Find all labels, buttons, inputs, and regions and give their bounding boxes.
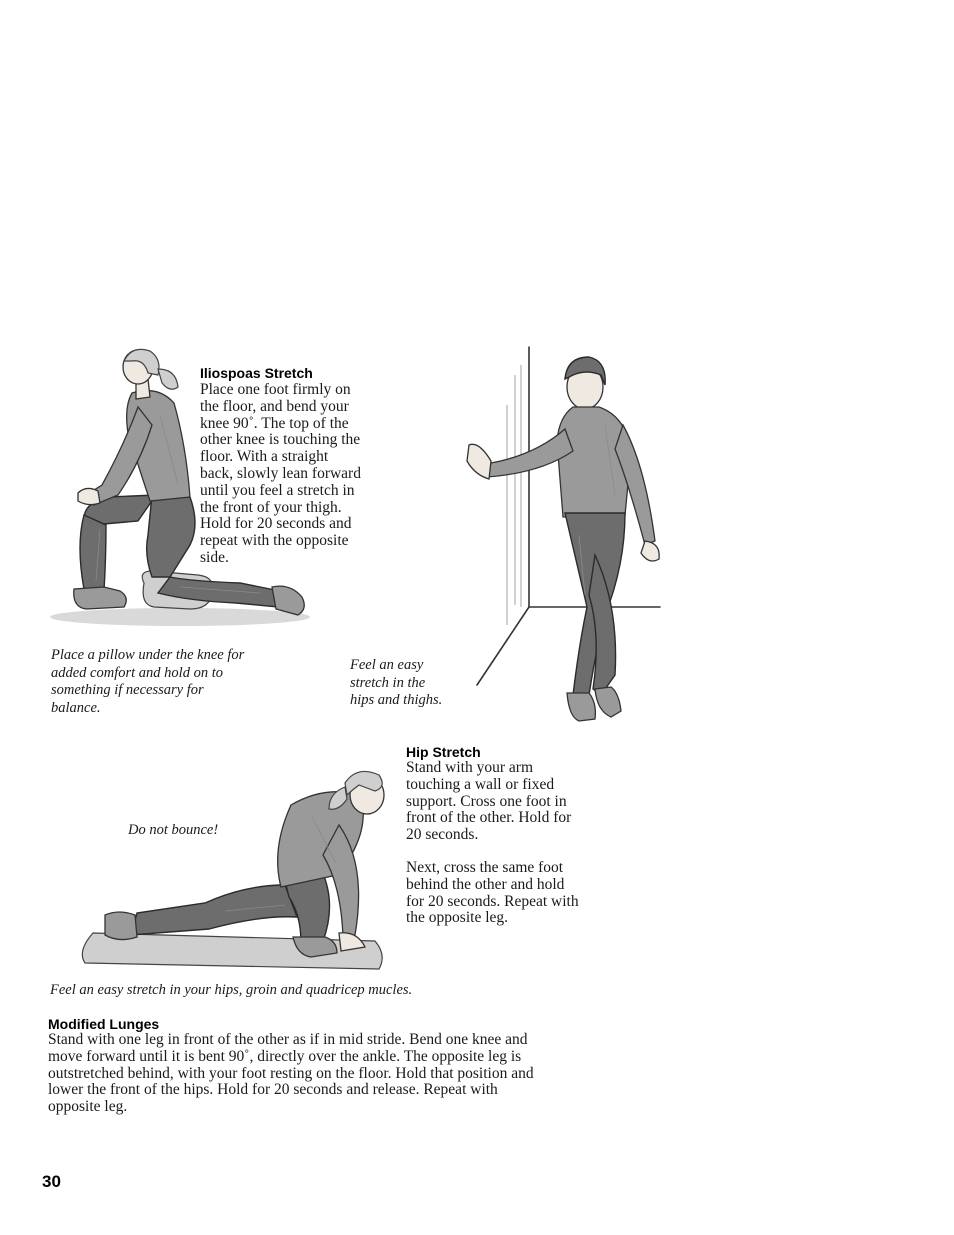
hip-stretch-illustration xyxy=(455,345,665,730)
caption-line: Place a pillow under the knee for xyxy=(51,647,245,663)
caption-line: balance. xyxy=(51,699,101,716)
page-number: 30 xyxy=(42,1172,61,1191)
body-line: Stand with your arm xyxy=(406,759,533,776)
hip-stretch-body xyxy=(406,760,571,844)
body-line: Hold for 20 seconds and xyxy=(200,515,352,533)
body-line: Stand with one leg in front of the other as if in mid stride. Bend one knee and xyxy=(48,1031,528,1048)
hip-stretch-heading: Hip Stretch xyxy=(406,744,481,760)
body-line: opposite leg. xyxy=(48,1098,128,1116)
body-line: knee 90˚. The top of the xyxy=(200,414,349,432)
body-line: floor. With a straight xyxy=(200,448,329,466)
body-line: outstretched behind, with your foot resting on the floor. Hold that position and xyxy=(48,1064,534,1082)
body-line: behind the other and hold xyxy=(406,875,565,893)
modified-lunges-heading: Modified Lunges xyxy=(48,1016,160,1032)
hip-stretch-caption xyxy=(350,657,442,710)
iliopsoas-stretch-body xyxy=(200,382,361,567)
body-line: 20 seconds. xyxy=(406,826,479,844)
body-line: Next, cross the same foot xyxy=(406,859,564,876)
iliopsoas-stretch-heading: Iliospoas Stretch xyxy=(200,365,313,381)
hip-stretch-body-continued xyxy=(406,860,579,927)
body-line: the opposite leg. xyxy=(406,909,509,927)
body-line: support. Cross one foot in xyxy=(406,792,567,810)
body-line: the floor, and bend your xyxy=(200,397,349,415)
iliopsoas-caption xyxy=(51,647,244,717)
body-line: front of the other. Hold for xyxy=(406,809,572,827)
caption-line: stretch in the xyxy=(350,674,426,691)
lunge-illustration xyxy=(75,765,395,980)
modified-lunges-body xyxy=(48,1032,534,1116)
body-line: repeat with the opposite xyxy=(200,532,349,550)
body-line: move forward until it is bent 90˚, directly over the ankle. The opposite leg is xyxy=(48,1047,522,1065)
caption-line: Feel an easy xyxy=(350,657,424,673)
body-line: other knee is touching the xyxy=(200,431,361,449)
caption-line: something if necessary for xyxy=(51,682,204,698)
body-line: the front of your thigh. xyxy=(200,498,342,516)
body-line: side. xyxy=(200,548,229,566)
body-line: until you feel a stretch in xyxy=(200,481,355,499)
lunge-caption: Feel an easy stretch in your hips, groin and quadricep mucles. xyxy=(50,982,413,998)
caption-line: added comfort and hold on to xyxy=(51,664,223,681)
body-line: for 20 seconds. Repeat with xyxy=(406,892,579,910)
body-line: back, slowly lean forward xyxy=(200,464,361,482)
body-line: lower the front of the hips. Hold for 20 seconds and release. Repeat with xyxy=(48,1081,498,1099)
do-not-bounce-note: Do not bounce! xyxy=(128,822,219,838)
body-line: touching a wall or fixed xyxy=(406,775,555,793)
body-line: Place one foot firmly on xyxy=(200,381,351,398)
caption-line: hips and thighs. xyxy=(350,692,443,708)
